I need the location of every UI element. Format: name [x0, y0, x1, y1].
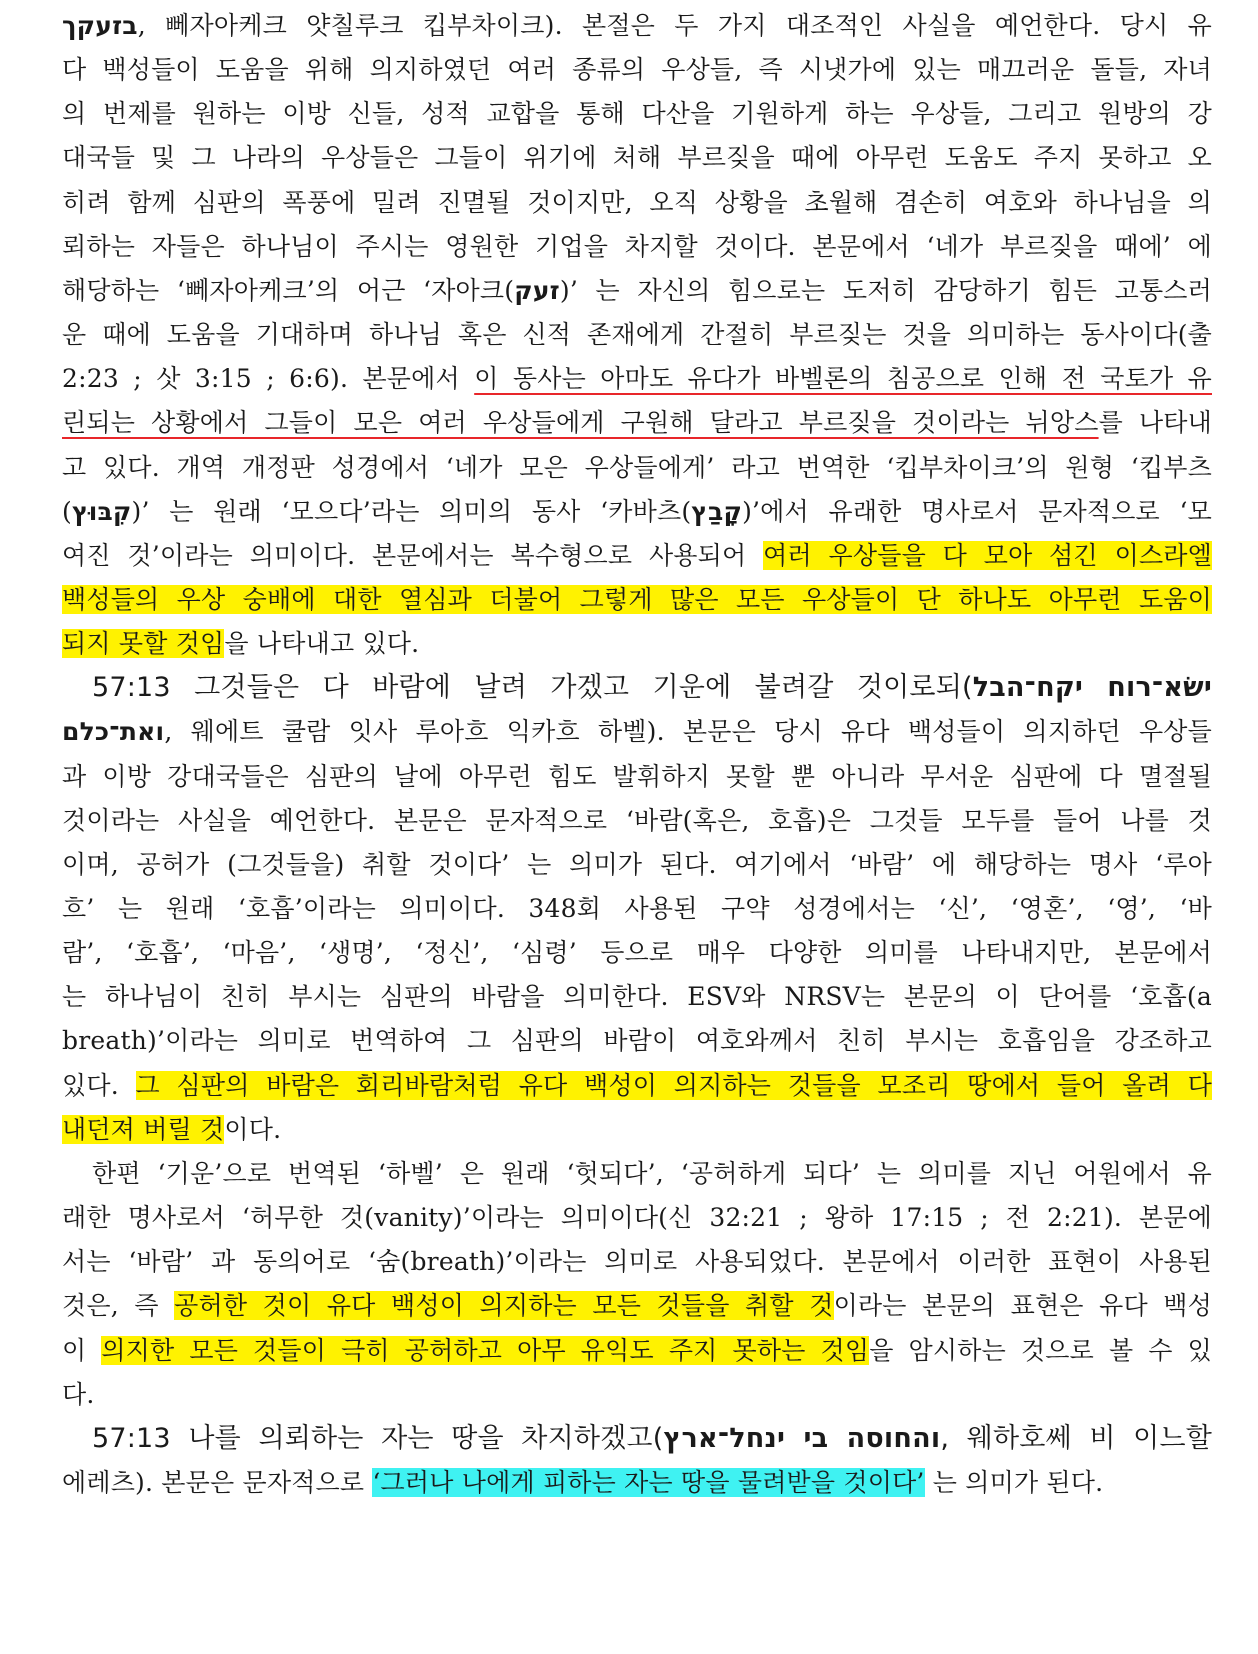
text-line — [62, 1242, 1212, 1282]
text-line — [92, 1419, 1212, 1459]
text-segment: 있다. — [62, 1070, 136, 1100]
text-line — [62, 94, 1212, 134]
text-line — [62, 1286, 1212, 1326]
text-line — [62, 712, 1212, 752]
text-line — [92, 1154, 1212, 1194]
hebrew-word: קִבּוּץ — [71, 496, 132, 526]
text-segment: 서는 ‘바람’ 과 동의어로 ‘숨(breath)’이라는 의미로 사용되었다. 본문에서 이러한 표현이 사용된 — [62, 1247, 1212, 1277]
text-line — [62, 315, 1212, 355]
text-segment: 한편 ‘기운’으로 번역된 ‘하벨’ 은 원래 ‘헛되다’, ‘공허하게 되다’ 는 의미를 지닌 어원에서 유 — [92, 1158, 1212, 1188]
text-line — [62, 50, 1212, 90]
text-segment: 뢰하는 자들은 하나님이 주시는 영원한 기업을 차지할 것이다. 본문에서 ‘네가 부르짖을 때에’ 에 — [62, 231, 1212, 261]
text-line — [62, 1463, 1212, 1503]
hebrew-word: זעק — [514, 275, 560, 305]
hebrew-word: קָבַץ — [691, 496, 743, 526]
text-segment: 래한 명사로서 ‘허무한 것(vanity)’이라는 의미이다(신 32:21 ; 왕하 17:15 ; 전 2:21). 본문에 — [62, 1203, 1212, 1233]
text-line — [62, 933, 1212, 973]
text-segment: 람’, ‘호흡’, ‘마음’, ‘생명’, ‘정신’, ‘심령’ 등으로 매우 다양한 의미를 나타내지만, 본문에서 — [62, 938, 1212, 968]
hebrew-word: ישׂא־רוח יקח־הבל — [972, 672, 1212, 704]
text-line — [62, 580, 1212, 620]
text-segment: 는 하나님이 친히 부시는 심판의 바람을 의미한다. ESV와 NRSV는 본문의 이 단어를 ‘호흡(a — [62, 982, 1212, 1012]
text-line — [62, 757, 1212, 797]
yellow-highlight: 되지 못할 것임 — [62, 629, 225, 659]
text-line — [62, 403, 1212, 443]
text-line — [62, 183, 1212, 223]
text-segment: 히려 함께 심판의 폭풍에 밀려 진멸될 것이지만, 오직 상황을 초월해 겸손히 여호와 하나님을 의 — [62, 187, 1212, 217]
text-segment: 대국들 및 그 나라의 우상들은 그들이 위기에 처해 부르짖을 때에 아무런 도움도 주지 못하고 오 — [62, 143, 1212, 173]
yellow-highlight: 공허한 것이 유다 백성이 의지하는 모든 것들을 취할 것 — [174, 1291, 834, 1321]
text-line — [62, 138, 1212, 178]
text-segment: 여진 것’이라는 의미이다. 본문에서는 복수형으로 사용되어 — [62, 540, 764, 570]
text-segment: 것은, 즉 — [62, 1291, 175, 1321]
text-segment: 운 때에 도움을 기대하며 하나님 혹은 신적 존재에게 간절히 부르짖는 것을 의미하는 동사이다(출 — [62, 320, 1212, 350]
hebrew-word: בזעקך — [62, 11, 138, 40]
text-segment: 57:13 나를 의뢰하는 자는 땅을 차지하겠고( — [92, 1422, 664, 1454]
yellow-highlight: 의지한 모든 것들이 극히 공허하고 아무 유익도 주지 못하는 것임 — [101, 1335, 870, 1365]
text-segment: 고 있다. 개역 개정판 성경에서 ‘네가 모은 우상들에게’ 라고 번역한 ‘킵부차이크’의 원형 ‘킵부츠 — [62, 452, 1212, 482]
text-line — [62, 1021, 1212, 1061]
yellow-highlight: 내던져 버릴 것 — [62, 1114, 225, 1144]
text-segment: 이라는 본문의 표현은 유다 백성 — [833, 1291, 1212, 1321]
text-line — [62, 492, 1212, 532]
text-segment: 다 백성들이 도움을 위해 의지하였던 여러 종류의 우상들, 즉 시냇가에 있는 매끄러운 돌들, 자녀 — [62, 55, 1212, 85]
yellow-highlight: 그 심판의 바람은 회리바람처럼 유다 백성이 의지하는 것들을 모조리 땅에서 들어 올려 다 — [135, 1070, 1212, 1100]
text-line — [62, 359, 1212, 399]
yellow-highlight: 백성들의 우상 숭배에 대한 열심과 더불어 그렇게 많은 모든 우상들이 단 하나도 아무런 도움이 — [62, 584, 1212, 614]
text-segment: 을 암시하는 것으로 볼 수 있 — [869, 1335, 1212, 1365]
text-segment: 이 — [62, 1335, 102, 1365]
text-segment: , 웨하호쎄 비 이느할 — [940, 1422, 1213, 1454]
cyan-highlight: ‘그러나 나에게 피하는 자는 땅을 물려받을 것이다’ — [372, 1467, 925, 1497]
text-line — [62, 1375, 1212, 1415]
red-underline: 린되는 상황에서 그들이 모은 여러 우상들에게 구원해 달라고 부르짖을 것이라는 뉘앙스 — [62, 408, 1099, 438]
red-underline: 이 동사는 아마도 유다가 바벨론의 침공으로 인해 전 국토가 유 — [474, 364, 1212, 394]
text-line — [62, 1331, 1212, 1371]
text-line — [62, 889, 1212, 929]
text-segment: )’에서 유래한 명사로서 문자적으로 ‘모 — [742, 496, 1212, 526]
text-line — [62, 1110, 1212, 1150]
text-line — [62, 6, 1212, 46]
text-segment: 것이라는 사실을 예언한다. 본문은 문자적으로 ‘바람(혹은, 호흡)은 그것들 모두를 들어 나를 것 — [62, 805, 1212, 835]
text-segment: 를 나타내 — [1098, 408, 1212, 438]
text-segment: 57:13 그것들은 다 바람에 날려 가겠고 기운에 불려갈 것이로되( — [92, 672, 973, 704]
text-segment: 과 이방 강대국들은 심판의 날에 아무런 힘도 발휘하지 못할 뿐 아니라 무서운 심판에 다 멸절될 — [62, 761, 1212, 791]
text-segment: 2:23 ; 삿 3:15 ; 6:6). 본문에서 — [62, 364, 475, 394]
text-segment: , 뻬자아케크 얏칠루크 킵부차이크). 본절은 두 가지 대조적인 사실을 예언한다. 당시 유 — [137, 11, 1212, 40]
text-line — [92, 668, 1212, 708]
text-line — [62, 624, 1212, 664]
text-segment: 는 의미가 된다. — [924, 1467, 1104, 1497]
text-line — [62, 271, 1212, 311]
text-line — [62, 801, 1212, 841]
text-segment: 에레츠). 본문은 문자적으로 — [62, 1467, 373, 1497]
yellow-highlight: 여러 우상들을 다 모아 섬긴 이스라엘 — [763, 540, 1212, 570]
hebrew-word: והחוסה בי ינחל־ארץ — [663, 1422, 941, 1454]
hebrew-word: ואת־כלם — [62, 717, 165, 747]
text-line — [62, 1198, 1212, 1238]
text-segment: 이다. — [224, 1114, 282, 1144]
text-segment: 을 나타내고 있다. — [224, 629, 420, 659]
text-line — [62, 448, 1212, 488]
text-segment: breath)’이라는 의미로 번역하여 그 심판의 바람이 여호와께서 친히 부시는 호흡임을 강조하고 — [62, 1026, 1212, 1056]
text-segment: 이며, 공허가 (그것들을) 취할 것이다’ 는 의미가 된다. 여기에서 ‘바람’ 에 해당하는 명사 ‘루아 — [62, 849, 1212, 879]
text-line — [62, 845, 1212, 885]
text-line — [62, 977, 1212, 1017]
text-segment: 다. — [62, 1379, 95, 1409]
text-segment: )’ 는 원래 ‘모으다’라는 의미의 동사 ‘카바츠( — [131, 496, 692, 526]
text-segment: 해당하는 ‘뻬자아케크’의 어근 ‘자아크( — [62, 275, 515, 305]
text-line — [62, 536, 1212, 576]
text-segment: )’ 는 자신의 힘으로는 도저히 감당하기 힘든 고통스러 — [559, 275, 1212, 305]
text-line — [62, 227, 1212, 267]
text-segment: ( — [62, 496, 72, 526]
text-segment: , 웨에트 쿨람 잇사 루아흐 익카흐 하벨). 본문은 당시 유다 백성들이 의지하던 우상들 — [164, 717, 1212, 747]
text-segment: 의 번제를 원하는 이방 신들, 성적 교합을 통해 다산을 기원하게 하는 우상들, 그리고 원방의 강 — [62, 99, 1212, 129]
text-line — [62, 1066, 1212, 1106]
text-segment: 흐’ 는 원래 ‘호흡’이라는 의미이다. 348회 사용된 구약 성경에서는 ‘신’, ‘영혼’, ‘영’, ‘바 — [62, 894, 1212, 923]
